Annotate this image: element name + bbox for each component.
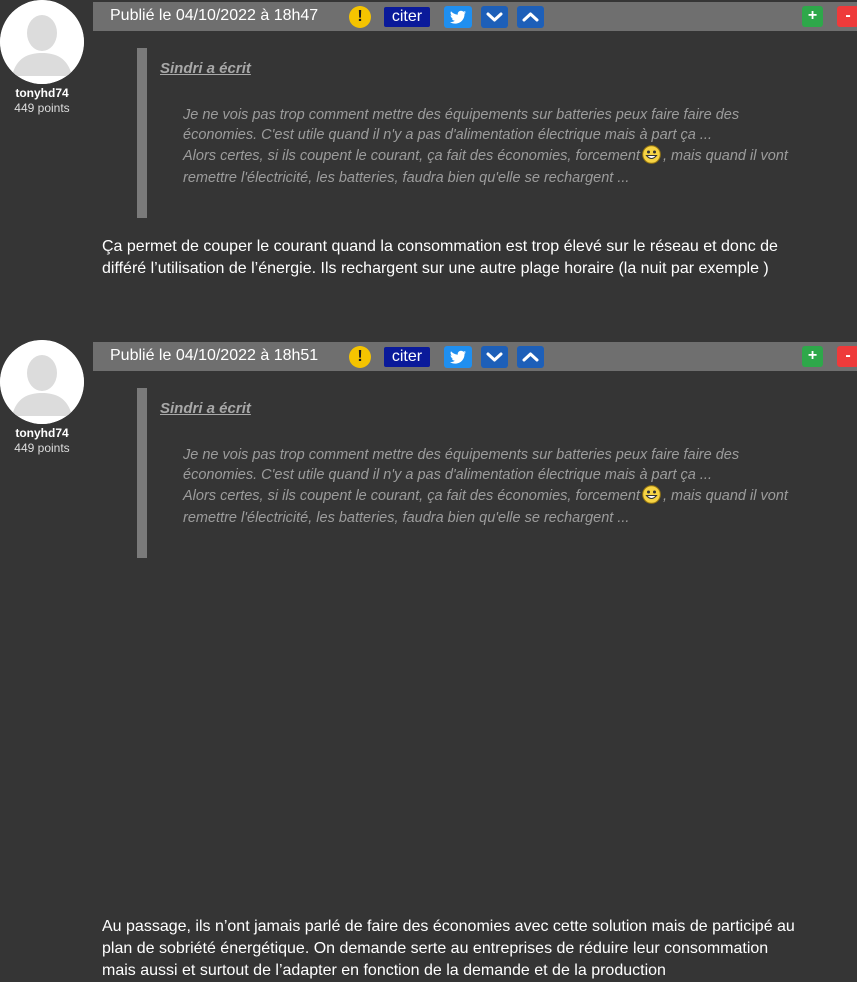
quote-line: économies. C'est utile quand il n'y a pas d'alimentation électrique mais à part ça ...	[183, 466, 712, 483]
chevron-up-icon	[517, 346, 544, 368]
username[interactable]: tonyhd74	[15, 426, 69, 440]
scroll-up-button[interactable]	[517, 346, 544, 368]
report-button[interactable]	[349, 346, 371, 368]
quote-line: Je ne vois pas trop comment mettre des équipements sur batteries peux faire faire des	[183, 447, 740, 463]
quote-block	[137, 388, 857, 558]
scroll-down-button[interactable]	[481, 6, 508, 28]
scroll-down-button[interactable]	[481, 346, 508, 368]
quote-text	[183, 106, 857, 188]
twitter-icon	[444, 346, 472, 368]
post-date: Publié le 04/10/2022 à 18h47	[110, 7, 319, 24]
chevron-down-icon	[481, 6, 508, 28]
quote-bar	[137, 388, 147, 558]
smiley-icon	[642, 485, 661, 504]
post-body-line: Ça permet de couper le courant quand la consommation est trop élevé sur le réseau et donc de	[102, 238, 778, 255]
warning-icon: !	[357, 348, 363, 365]
quote-block	[137, 48, 857, 218]
quote-line: Alors certes, si ils coupent le courant, ça fait des économies, forcement	[183, 488, 640, 504]
quote-author[interactable]: Sindri a écrit	[160, 400, 251, 417]
quote-text	[183, 446, 857, 528]
post-body-line: plan de sobriété énergétique. On demande serte au entreprises de réduire leur consommation	[102, 940, 769, 957]
upvote-button[interactable]: +	[802, 6, 823, 27]
quote-button[interactable]: citer	[384, 7, 430, 27]
quote-author[interactable]: Sindri a écrit	[160, 60, 251, 77]
user-points: 449 points	[14, 101, 70, 115]
downvote-button[interactable]: -	[837, 6, 857, 27]
quote-line: Alors certes, si ils coupent le courant, ça fait des économies, forcement	[183, 148, 640, 164]
quote-line: économies. C'est utile quand il n'y a pas d'alimentation électrique mais à part ça ...	[183, 126, 712, 143]
quote-line: remettre l'électricité, les batteries, faudra bien qu'elle se rechargent ...	[183, 509, 630, 526]
post-date: Publié le 04/10/2022 à 18h51	[110, 347, 319, 364]
post-body	[102, 236, 857, 280]
twitter-share-button[interactable]	[444, 6, 472, 28]
warning-icon: !	[357, 8, 363, 25]
avatar[interactable]	[0, 0, 84, 84]
chevron-up-icon	[517, 6, 544, 28]
smiley-icon	[642, 145, 661, 164]
quote-line: , mais quand il vont	[662, 488, 788, 504]
post-body	[102, 916, 857, 982]
quote-line: remettre l'électricité, les batteries, faudra bien qu'elle se rechargent ...	[183, 169, 630, 186]
twitter-icon	[444, 6, 472, 28]
user-points: 449 points	[14, 441, 70, 455]
upvote-button[interactable]: +	[802, 346, 823, 367]
quote-bar	[137, 48, 147, 218]
default-avatar-icon	[0, 0, 84, 84]
post-body-line: différé l’utilisation de l’énergie. Ils rechargent sur une autre plage horaire (la nuit par exemple )	[102, 260, 769, 277]
avatar[interactable]	[0, 340, 84, 424]
scroll-up-button[interactable]	[517, 6, 544, 28]
quote-line: Je ne vois pas trop comment mettre des équipements sur batteries peux faire faire des	[183, 107, 740, 123]
default-avatar-icon	[0, 340, 84, 424]
quote-button[interactable]: citer	[384, 347, 430, 367]
quote-line: , mais quand il vont	[662, 148, 788, 164]
username[interactable]: tonyhd74	[15, 86, 69, 100]
twitter-share-button[interactable]	[444, 346, 472, 368]
post-body-line: mais aussi et surtout de l’adapter en fonction de la demande et de la production	[102, 962, 666, 979]
post-header	[93, 342, 857, 371]
downvote-button[interactable]: -	[837, 346, 857, 367]
post-header	[93, 2, 857, 31]
post-body-line: Au passage, ils n’ont jamais parlé de faire des économies avec cette solution mais de participé au	[102, 918, 795, 935]
report-button[interactable]	[349, 6, 371, 28]
chevron-down-icon	[481, 346, 508, 368]
